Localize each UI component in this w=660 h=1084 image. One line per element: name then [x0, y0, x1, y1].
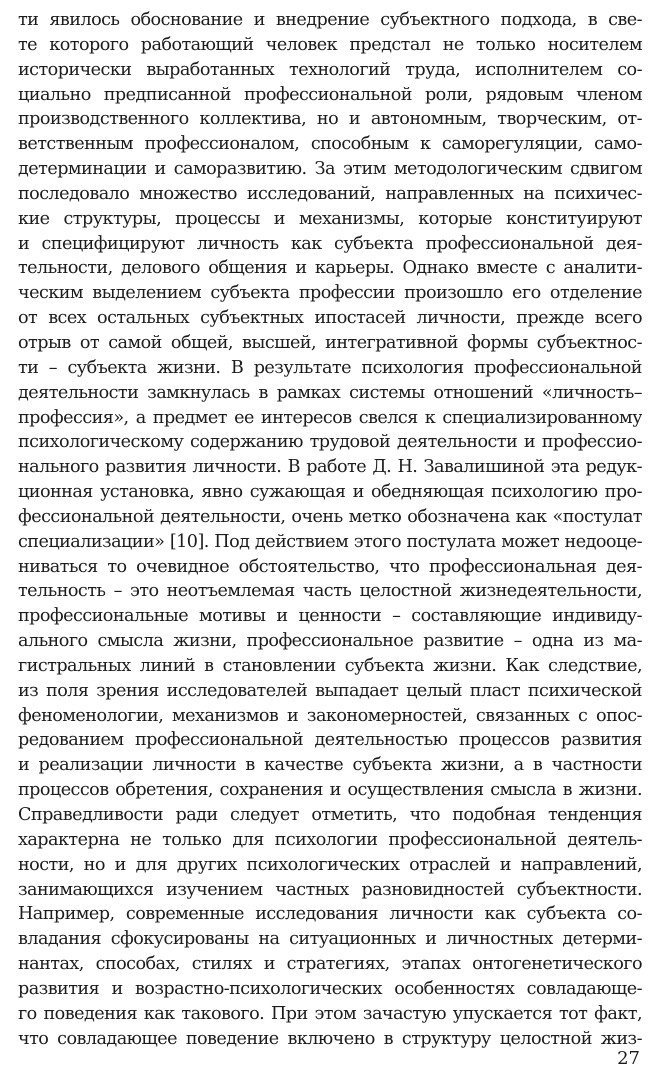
text-line: профессиональные мотивы и ценности – составляющие индивиду-: [18, 606, 642, 627]
text-line: ального смысла жизни, профессиональное развитие – одна из ма-: [18, 631, 642, 652]
text-line: производственного коллектива, но и автономным, творческим, от-: [18, 109, 642, 130]
text-line: Например, современные исследования личности как субъекта со-: [18, 904, 642, 925]
text-line: психологическому содержанию трудовой деятельности и профессио-: [18, 432, 642, 453]
text-line: циально предписанной профессиональной роли, рядовым членом: [18, 84, 642, 105]
text-line: фессиональной деятельности, очень метко обозначена как «постулат: [18, 506, 642, 527]
text-line: те которого работающий человек предстал не только носителем: [18, 34, 642, 55]
text-line: ветственным профессионалом, способным к саморегуляции, само-: [18, 134, 642, 155]
text-line: ниваться то очевидное обстоятельство, что профессиональная дея-: [18, 556, 642, 577]
text-line: характерна не только для психологии профессиональной деятель-: [18, 829, 642, 850]
text-line: развития и возрастно-психологических особенностях совладающе-: [18, 978, 642, 999]
text-line: тельность – это неотъемлемая часть целостной жизнедеятельности,: [18, 581, 642, 602]
text-line: ческим выделением субъекта профессии произошло его отделение: [18, 283, 642, 304]
text-line: ности, но и для других психологических отраслей и направлений,: [18, 854, 642, 875]
text-line: последовало множество исследований, направленных на психичес-: [18, 183, 642, 204]
text-line: отрыв от самой общей, высшей, интегративной формы субъектнос-: [18, 332, 642, 353]
text-line: процессов обретения, сохранения и осуществления смысла в жизни.: [18, 780, 642, 801]
text-line: ти явилось обоснование и внедрение субъектного подхода, в све-: [18, 10, 642, 30]
text-line: нального развития личности. В работе Д. Н. Завалишиной эта редук-: [18, 457, 642, 478]
text-line: ти – субъекта жизни. В результате психология профессиональной: [18, 357, 642, 378]
text-line: ционная установка, явно сужающая и обедняющая психологию про-: [18, 482, 642, 503]
text-line: и реализации личности в качестве субъекта жизни, а в частности: [18, 755, 642, 776]
text-line: исторически выработанных технологий труда, исполнителем со-: [18, 59, 642, 80]
text-line: что совладающее поведение включено в структуру целостной жиз-: [18, 1028, 642, 1049]
text-line: из поля зрения исследователей выпадает целый пласт психической: [18, 680, 642, 701]
text-line: деятельности замкнулась в рамках системы отношений «личность–: [18, 382, 642, 403]
text-line: го поведения как такового. При этом зачастую упускается тот факт,: [18, 1003, 642, 1024]
text-line: занимающихся изучением частных разновидностей субъектности.: [18, 879, 642, 900]
text-line: нантах, способах, стилях и стратегиях, этапах онтогенетического: [18, 954, 642, 975]
page-number: 27: [617, 1048, 640, 1069]
text-line: редованием профессиональной деятельностью процессов развития: [18, 730, 642, 751]
text-line: тельности, делового общения и карьеры. Однако вместе с аналити-: [18, 258, 642, 279]
text-line: гистральных линий в становлении субъекта жизни. Как следствие,: [18, 655, 642, 676]
text-line: детерминации и саморазвитию. За этим методологическим сдвигом: [18, 159, 642, 180]
text-line: кие структуры, процессы и механизмы, которые конституируют: [18, 208, 642, 229]
text-line: специализации» [10]. Под действием этого постулата может недооце-: [18, 531, 642, 552]
text-line: профессия», а предмет ее интересов свелся к специализированному: [18, 407, 642, 428]
text-line: и специфицируют личность как субъекта профессиональной дея-: [18, 233, 642, 254]
text-line: от всех остальных субъектных ипостасей личности, прежде всего: [18, 308, 642, 329]
page-body: [18, 8, 642, 1051]
text-line: Справедливости ради следует отметить, что подобная тенденция: [18, 805, 642, 825]
text-line: владания сфокусированы на ситуационных и личностных детерми-: [18, 929, 642, 950]
text-line: феноменологии, механизмов и закономерностей, связанных с опос-: [18, 705, 642, 726]
